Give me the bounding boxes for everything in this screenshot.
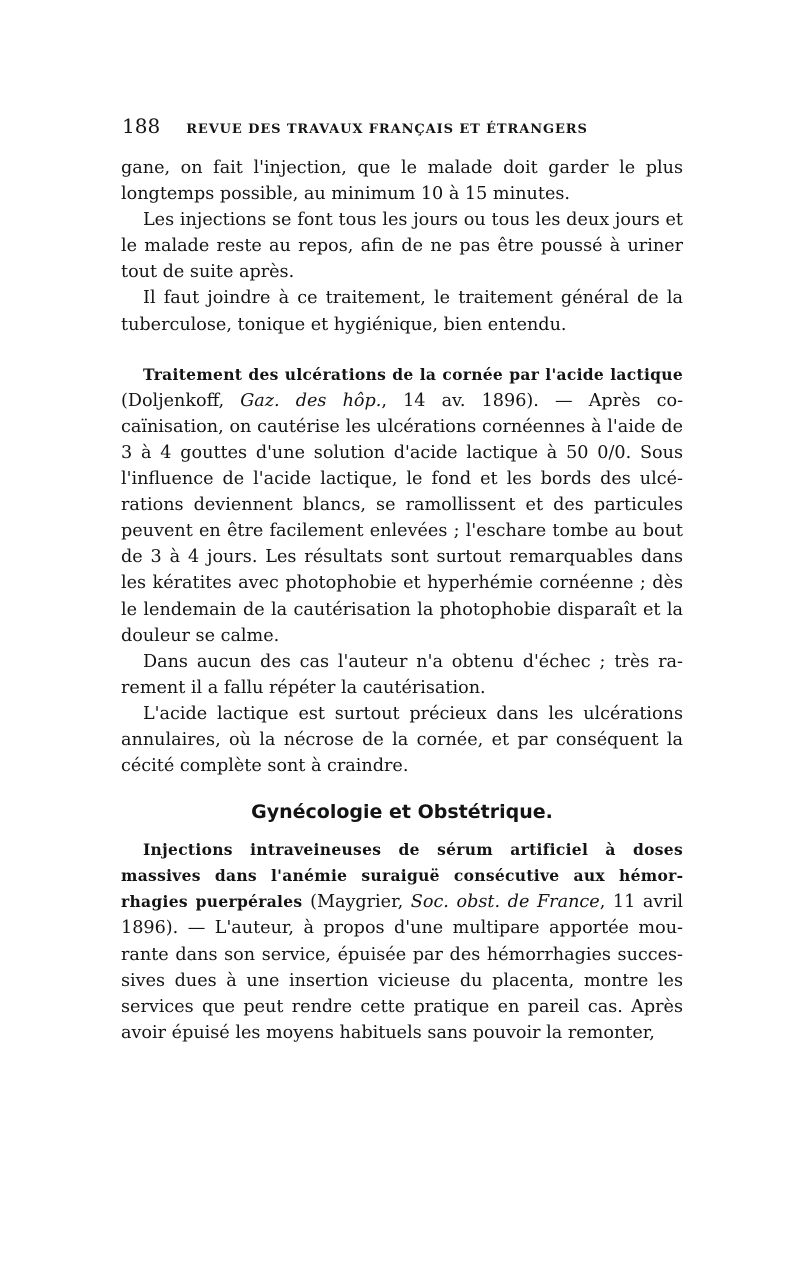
body-text	[121, 155, 683, 1046]
article-title: Traitement des ulcérations de la cornée par l'acide lactique	[143, 364, 683, 384]
article-paragraph	[121, 362, 683, 649]
paragraph: Il faut joindre à ce traitement, le traitement général de la tuberculose, tonique et hygiénique, bien entendu.	[121, 288, 683, 335]
page-number: 188	[122, 114, 161, 138]
paragraph: L'acide lactique est surtout précieux dans les ulcérations annulaires, où la nécrose de la cornée, et par conséquent la cécité complète sont à craindre.	[121, 703, 683, 777]
article-date: , 14 av. 1896). —	[381, 390, 589, 411]
spacer	[121, 825, 683, 837]
article-date: , 11 avril 1896). —	[121, 892, 684, 939]
article-author: (Doljenkoff,	[121, 390, 241, 411]
paragraph: Dans aucun des cas l'auteur n'a obtenu d'échec ; très rarement il a fallu répéter la cautérisation.	[121, 651, 683, 698]
page-header	[122, 114, 682, 138]
article-text: L'auteur, à propos d'une multipare apportée mourante dans son service, épuisée par des hémorrhagies successives dues à une insertion vicieuse du placenta, montre les services que peut rendre cette pratique en pareil cas. Après avoir épuisé les moyens habituels sans pouvoir la remonter,	[121, 918, 683, 1043]
article-source: Gaz. des hôp.	[240, 390, 382, 411]
spacer	[121, 338, 683, 362]
spacer	[121, 779, 683, 799]
running-title: REVUE DES TRAVAUX FRANÇAIS ET ÉTRANGERS	[186, 122, 588, 137]
article-text: Après cocaïnisation, on cautérise les ulcérations cornéennes à l'aide de 3 à 4 gouttes d'une solution d'acide lactique à 50 0/0. Sous l'influence de l'acide lactique, le fond et les bords des ulcérations deviennent blancs, se ramollissent et des particules peuvent en être facilement enlevées ; l'eschare tombe au bout de 3 à 4 jours. Les résultats sont surtout remarquables dans les kératites avec photophobie et hyperhémie cornéenne ; dès le lendemain de la cautérisation la photophobie disparaît et la douleur se calme.	[121, 390, 684, 646]
article-author: (Maygrier,	[302, 892, 411, 913]
section-title: Gynécologie et Obstétrique.	[251, 801, 553, 824]
paragraph: gane, on fait l'injection, que le malade doit garder le plus longtemps possible, au minimum 10 à 15 minutes.	[121, 158, 683, 205]
paragraph: Les injections se font tous les jours ou tous les deux jours et le malade reste au repos, afin de ne pas être poussé à uriner tout de suite après.	[121, 210, 683, 283]
article-source: Soc. obst. de France	[410, 892, 600, 913]
article-title: Injections intraveineuses de sérum artificiel à doses massives dans l'anémie suraiguë consécutive aux hémorrhagies puerpérales	[121, 840, 683, 912]
article-paragraph	[121, 837, 683, 1046]
